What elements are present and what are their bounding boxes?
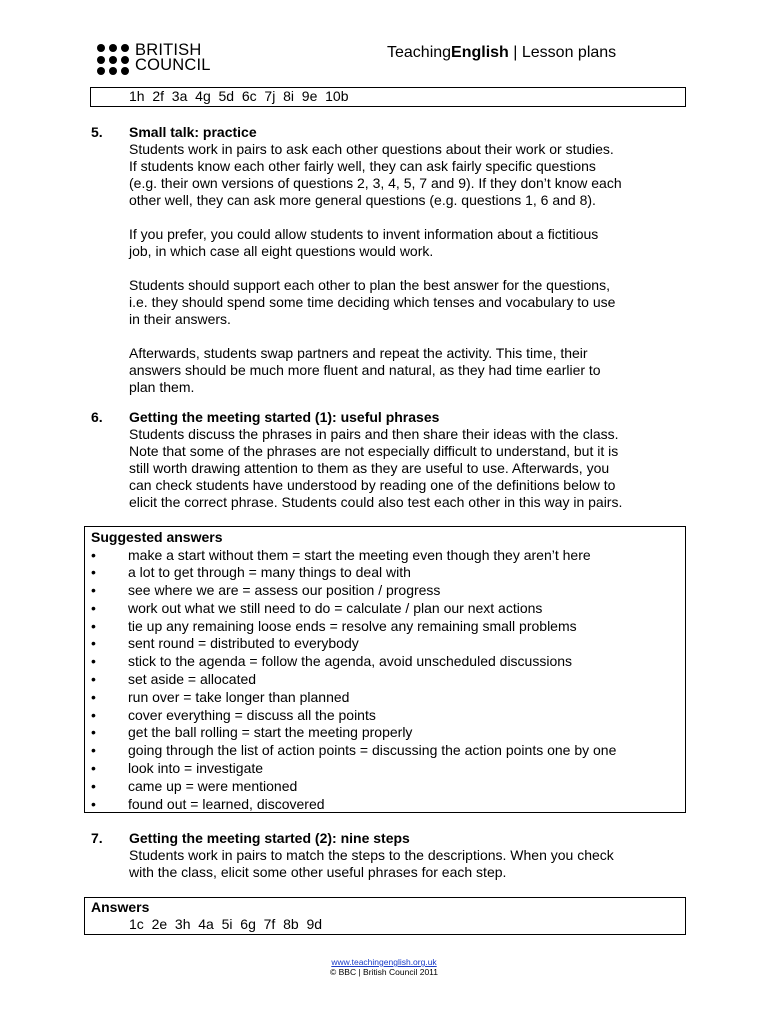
section-7-title: Getting the meeting started (2): nine steps [129, 830, 410, 846]
list-item-text: cover everything = discuss all the points [128, 706, 376, 723]
answers-title: Answers [91, 899, 150, 915]
section-6-title: Getting the meeting started (1): useful phrases [129, 409, 440, 425]
list-item [91, 724, 681, 742]
text-line: answers should be much more fluent and natural, as they had time earlier to [129, 362, 601, 378]
bullet-icon: • [91, 564, 96, 581]
list-item-text: came up = were mentioned [128, 777, 298, 794]
footer-copyright: © BBC | British Council 2011 [330, 967, 438, 977]
bullet-icon: • [91, 599, 96, 616]
section-5-number: 5. [91, 124, 103, 140]
bullet-icon: • [91, 724, 96, 741]
suggested-answers-box [84, 526, 686, 813]
list-item [91, 582, 681, 600]
header-title-suffix: | Lesson plans [508, 44, 617, 61]
answers-box [84, 897, 686, 935]
text-line: Students discuss the phrases in pairs and then share their ideas with the class. [129, 426, 619, 442]
text-line: with the class, elicit some other useful phrases for each step. [129, 864, 507, 880]
list-item [91, 760, 681, 778]
section-6-number: 6. [91, 409, 103, 425]
section-5-paragraph [129, 345, 689, 396]
list-item [91, 778, 681, 796]
list-item [91, 796, 681, 814]
list-item-text: going through the list of action points = discussing the action points one by one [128, 742, 617, 759]
text-line: can check students have understood by reading one of the definitions below to [129, 477, 616, 493]
list-item-text: get the ball rolling = start the meeting properly [128, 724, 413, 741]
bullet-icon: • [91, 688, 96, 705]
text-line: i.e. they should spend some time deciding which tenses and vocabulary to use [129, 294, 616, 310]
header-title-prefix: Teaching [387, 44, 452, 61]
list-item [91, 618, 681, 636]
bullet-icon: • [91, 546, 96, 563]
text-line: elicit the correct phrase. Students could also test each other in this way in pairs. [129, 494, 623, 510]
list-item-text: found out = learned, discovered [128, 795, 325, 812]
bullet-icon: • [91, 582, 96, 599]
section-5-title: Small talk: practice [129, 124, 257, 140]
text-line: in their answers. [129, 311, 231, 327]
bullet-icon: • [91, 760, 96, 777]
list-item-text: sent round = distributed to everybody [128, 635, 359, 652]
list-item-text: set aside = allocated [128, 671, 257, 688]
answers-text: 1c 2e 3h 4a 5i 6g 7f 8b 9d [129, 916, 323, 932]
logo-line-1: BRITISH [135, 41, 202, 59]
list-item [91, 707, 681, 725]
british-council-logo [97, 42, 227, 76]
section-5-paragraph [129, 141, 689, 209]
section-5-paragraph [129, 226, 689, 260]
section-7-number: 7. [91, 830, 103, 846]
list-item-text: stick to the agenda = follow the agenda, avoid unscheduled discussions [128, 653, 573, 670]
text-line: If you prefer, you could allow students to invent information about a fictitious [129, 226, 599, 242]
list-item-text: look into = investigate [128, 760, 264, 777]
header-title [387, 44, 616, 62]
text-line: still worth drawing attention to them as they are useful to use. Afterwards, you [129, 460, 610, 476]
bullet-icon: • [91, 635, 96, 652]
list-item [91, 671, 681, 689]
text-line: (e.g. their own versions of questions 2, 3, 4, 5, 7 and 9). If they don’t know each [129, 175, 622, 191]
list-item [91, 653, 681, 671]
list-item [91, 547, 681, 565]
bullet-icon: • [91, 706, 96, 723]
top-answers-box [90, 87, 686, 107]
text-line: job, in which case all eight questions would work. [129, 243, 434, 259]
list-item-text: work out what we still need to do = calculate / plan our next actions [128, 599, 543, 616]
bullet-icon: • [91, 671, 96, 688]
suggested-answers-title: Suggested answers [91, 529, 223, 545]
bullet-icon: • [91, 795, 96, 812]
bullet-icon: • [91, 653, 96, 670]
bullet-icon: • [91, 742, 96, 759]
section-5-paragraph [129, 277, 689, 328]
list-item [91, 564, 681, 582]
text-line: Students work in pairs to match the steps to the descriptions. When you check [129, 847, 614, 863]
header-title-bold: English [451, 44, 509, 61]
text-line: Afterwards, students swap partners and repeat the activity. This time, their [129, 345, 588, 361]
list-item-text: run over = take longer than planned [128, 688, 350, 705]
footer [0, 957, 768, 977]
bullet-icon: • [91, 617, 96, 634]
list-item-text: a lot to get through = many things to deal with [128, 564, 411, 581]
list-item-text: make a start without them = start the meeting even though they aren’t here [128, 546, 591, 563]
logo-text [135, 43, 211, 73]
list-item [91, 600, 681, 618]
list-item-text: see where we are = assess our position / progress [128, 582, 441, 599]
text-line: Note that some of the phrases are not especially difficult to understand, but it is [129, 443, 619, 459]
list-item [91, 635, 681, 653]
text-line: other well, they can ask more general questions (e.g. questions 1, 6 and 8). [129, 192, 596, 208]
text-line: Students work in pairs to ask each other questions about their work or studies. [129, 141, 614, 157]
text-line: Students should support each other to plan the best answer for the questions, [129, 277, 610, 293]
text-line: If students know each other fairly well, they can ask fairly specific questions [129, 158, 596, 174]
bullet-icon: • [91, 777, 96, 794]
logo-dots-icon [97, 43, 131, 75]
list-item-text: tie up any remaining loose ends = resolve any remaining small problems [128, 617, 577, 634]
footer-link[interactable]: www.teachingenglish.org.uk [331, 957, 437, 967]
list-item [91, 689, 681, 707]
text-line: plan them. [129, 379, 195, 395]
list-item [91, 742, 681, 760]
logo-line-2: COUNCIL [135, 56, 211, 74]
top-answers-text: 1h 2f 3a 4g 5d 6c 7j 8i 9e 10b [129, 88, 349, 104]
